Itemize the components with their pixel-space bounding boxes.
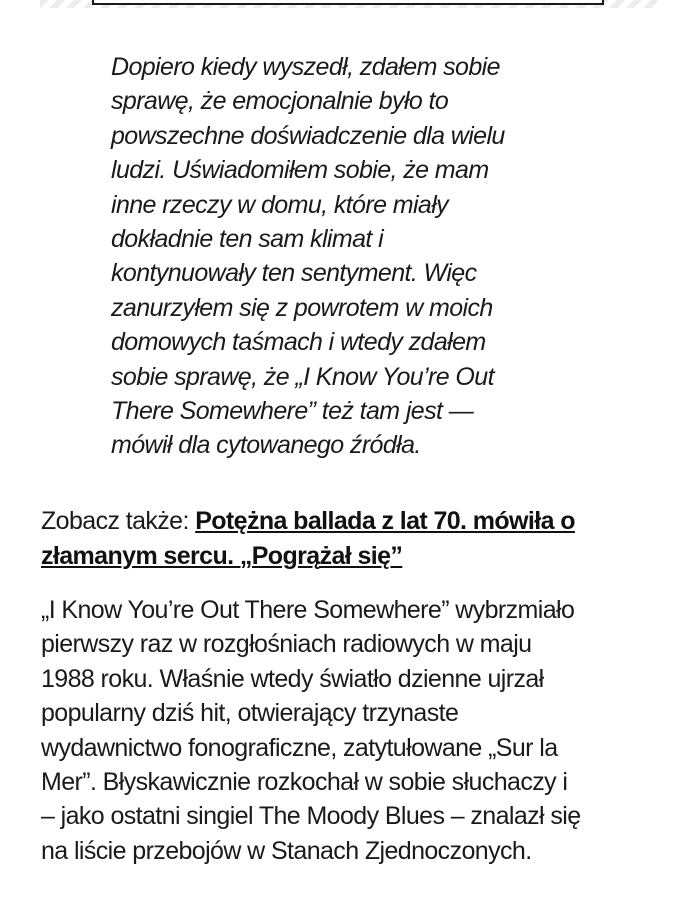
quote-line: domowych taśmach i wtedy zdałem	[111, 328, 486, 357]
paragraph-line: wydawnictwo fonograficzne, zatytułowane „Sur la	[41, 733, 558, 762]
quote-line: powszechne doświadczenie dla wielu	[111, 121, 505, 150]
quote-line: There Somewhere” też tam jest —	[111, 397, 474, 426]
see-also-prefix: Zobacz także:	[41, 507, 196, 535]
paragraph-line: na liście przebojów w Stanach Zjednoczonych.	[41, 836, 532, 865]
paragraph-line: Mer”. Błyskawicznie rozkochał w sobie słuchaczy i	[41, 768, 568, 797]
quote-line: sobie sprawę, że „I Know You’re Out	[111, 362, 494, 391]
related-article-link-continued[interactable]: złamanym sercu. „Pogrążał się”	[41, 541, 403, 570]
quote-line: inne rzeczy w domu, które miały	[111, 190, 449, 219]
article-paragraph	[41, 593, 666, 868]
paragraph-line: popularny dziś hit, otwierający trzynaste	[41, 699, 459, 728]
see-also-line-2	[41, 539, 666, 574]
quote-line: kontynuowały ten sentyment. Więc	[111, 259, 477, 288]
related-article-link[interactable]: Potężna ballada z lat 70. mówiła o	[195, 507, 575, 535]
quote-line: Dopiero kiedy wyszedł, zdałem sobie	[111, 53, 500, 81]
quote-line: zanurzyłem się z powrotem w moich	[111, 293, 493, 322]
paragraph-line: „I Know You’re Out There Somewhere” wybrzmiało	[41, 596, 575, 624]
paragraph-line: 1988 roku. Właśnie wtedy światło dzienne ujrzał	[41, 664, 544, 693]
quote-line: sprawę, że emocjonalnie było to	[111, 87, 449, 116]
quote-line: ludzi. Uświadomiłem sobie, że mam	[111, 156, 489, 185]
embedded-media-frame-bottom	[92, 0, 604, 5]
see-also-section	[41, 504, 666, 573]
paragraph-line: – jako ostatni singiel The Moody Blues – znalazł się	[41, 802, 581, 831]
see-also-line-1	[41, 504, 666, 539]
quote-line: dokładnie ten sam klimat i	[111, 225, 384, 254]
article-quote	[111, 50, 581, 463]
quote-line: mówił dla cytowanego źródła.	[111, 431, 421, 460]
paragraph-line: pierwszy raz w rozgłośniach radiowych w maju	[41, 630, 532, 659]
